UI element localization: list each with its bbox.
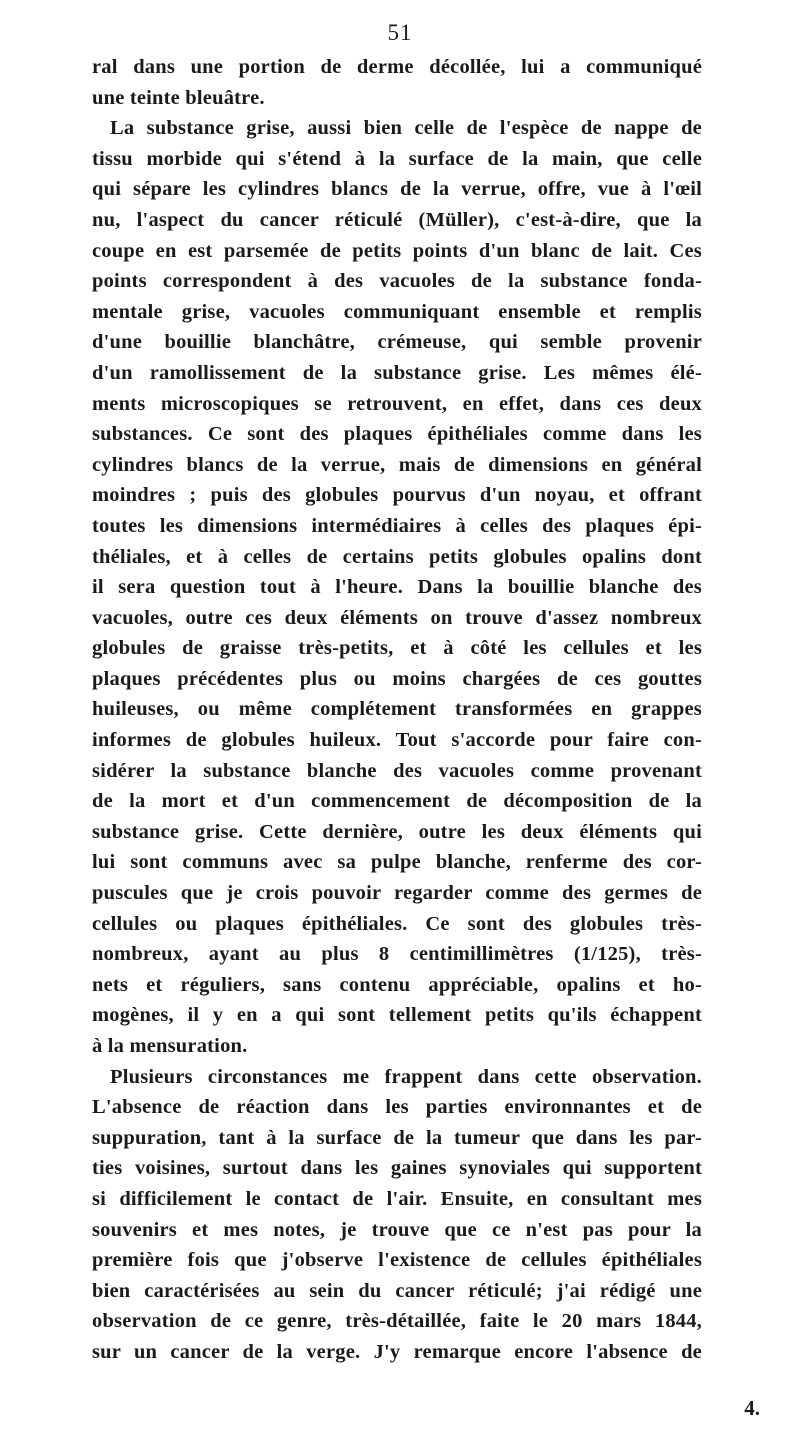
text-line: une teinte bleuâtre. [92,86,265,109]
text-line: huileuses, ou même complétement transformées en grappes [92,698,702,721]
text-line: ments microscopiques se retrouvent, en effet, dans ces deux [92,392,702,415]
text-line: toutes les dimensions intermédiaires à celles des plaques épi- [92,514,702,537]
text-line: globules de graisse très-petits, et à côté les cellules et les [92,637,702,660]
text-line: mogènes, il y en a qui sont tellement petits qu'ils échappent [92,1004,702,1027]
text-line: cylindres blancs de la verrue, mais de dimensions en général [92,453,702,476]
text-line: théliales, et à celles de certains petits globules opalins dont [92,545,702,568]
text-line: observation de ce genre, très-détaillée, faite le 20 mars 1844, [92,1310,702,1333]
signature-mark: 4. [744,1396,760,1420]
text-line: si difficilement le contact de l'air. Ensuite, en consultant mes [92,1187,702,1210]
text-line: souvenirs et mes notes, je trouve que ce n'est pas pour la [92,1218,702,1241]
text-line: puscules que je crois pouvoir regarder comme des germes de [92,882,702,905]
text-line: substances. Ce sont des plaques épithéliales comme dans les [92,423,702,446]
text-line: bien caractérisées au sein du cancer réticulé; j'ai rédigé une [92,1279,702,1302]
text-line: vacuoles, outre ces deux éléments on trouve d'assez nombreux [92,606,702,629]
text-line: cellules ou plaques épithéliales. Ce sont des globules très- [92,912,702,935]
body-text [92,52,702,1368]
text-line: coupe en est parsemée de petits points d'un blanc de lait. Ces [92,239,702,262]
text-line: nets et réguliers, sans contenu appréciable, opalins et ho- [92,973,702,996]
text-line: L'absence de réaction dans les parties environnantes et de [92,1096,702,1119]
text-line: qui sépare les cylindres blancs de la verrue, offre, vue à l'œil [92,178,702,201]
text-line: tissu morbide qui s'étend à la surface de la main, que celle [92,147,702,170]
text-line: ral dans une portion de derme décollée, lui a communiqué [92,56,702,78]
text-line: informes de globules huileux. Tout s'accorde pour faire con- [92,729,702,752]
text-line: de la mort et d'un commencement de décomposition de la [92,790,702,813]
text-line: sur un cancer de la verge. J'y remarque encore l'absence de [92,1340,702,1363]
text-line: nombreux, ayant au plus 8 centimillimètres (1/125), très- [92,943,702,966]
text-line: sidérer la substance blanche des vacuoles comme provenant [92,759,702,782]
text-line: points correspondent à des vacuoles de la substance fonda- [92,270,702,293]
text-line: d'un ramollissement de la substance grise. Les mêmes élé- [92,361,702,384]
text-line: ties voisines, surtout dans les gaines synoviales qui supportent [92,1157,702,1180]
text-line: suppuration, tant à la surface de la tumeur que dans les par- [92,1126,702,1149]
text-line: La substance grise, aussi bien celle de l'espèce de nappe de [110,117,702,140]
text-line: lui sont communs avec sa pulpe blanche, renferme des cor- [92,851,702,874]
text-line: plaques précédentes plus ou moins chargées de ces gouttes [92,667,702,690]
text-line: Plusieurs circonstances me frappent dans cette observation. [110,1065,702,1088]
page-number: 51 [387,20,413,45]
text-line: d'une bouillie blanchâtre, crémeuse, qui semble provenir [92,331,702,354]
text-line: il sera question tout à l'heure. Dans la bouillie blanche des [92,576,702,599]
text-line: mentale grise, vacuoles communiquant ensemble et remplis [92,300,702,323]
text-line: à la mensuration. [92,1035,248,1057]
text-line: moindres ; puis des globules pourvus d'un noyau, et offrant [92,484,702,507]
text-line: substance grise. Cette dernière, outre les deux éléments qui [92,820,702,843]
text-line: nu, l'aspect du cancer réticulé (Müller), c'est-à-dire, que la [92,208,702,231]
text-line: première fois que j'observe l'existence de cellules épithéliales [92,1249,702,1272]
